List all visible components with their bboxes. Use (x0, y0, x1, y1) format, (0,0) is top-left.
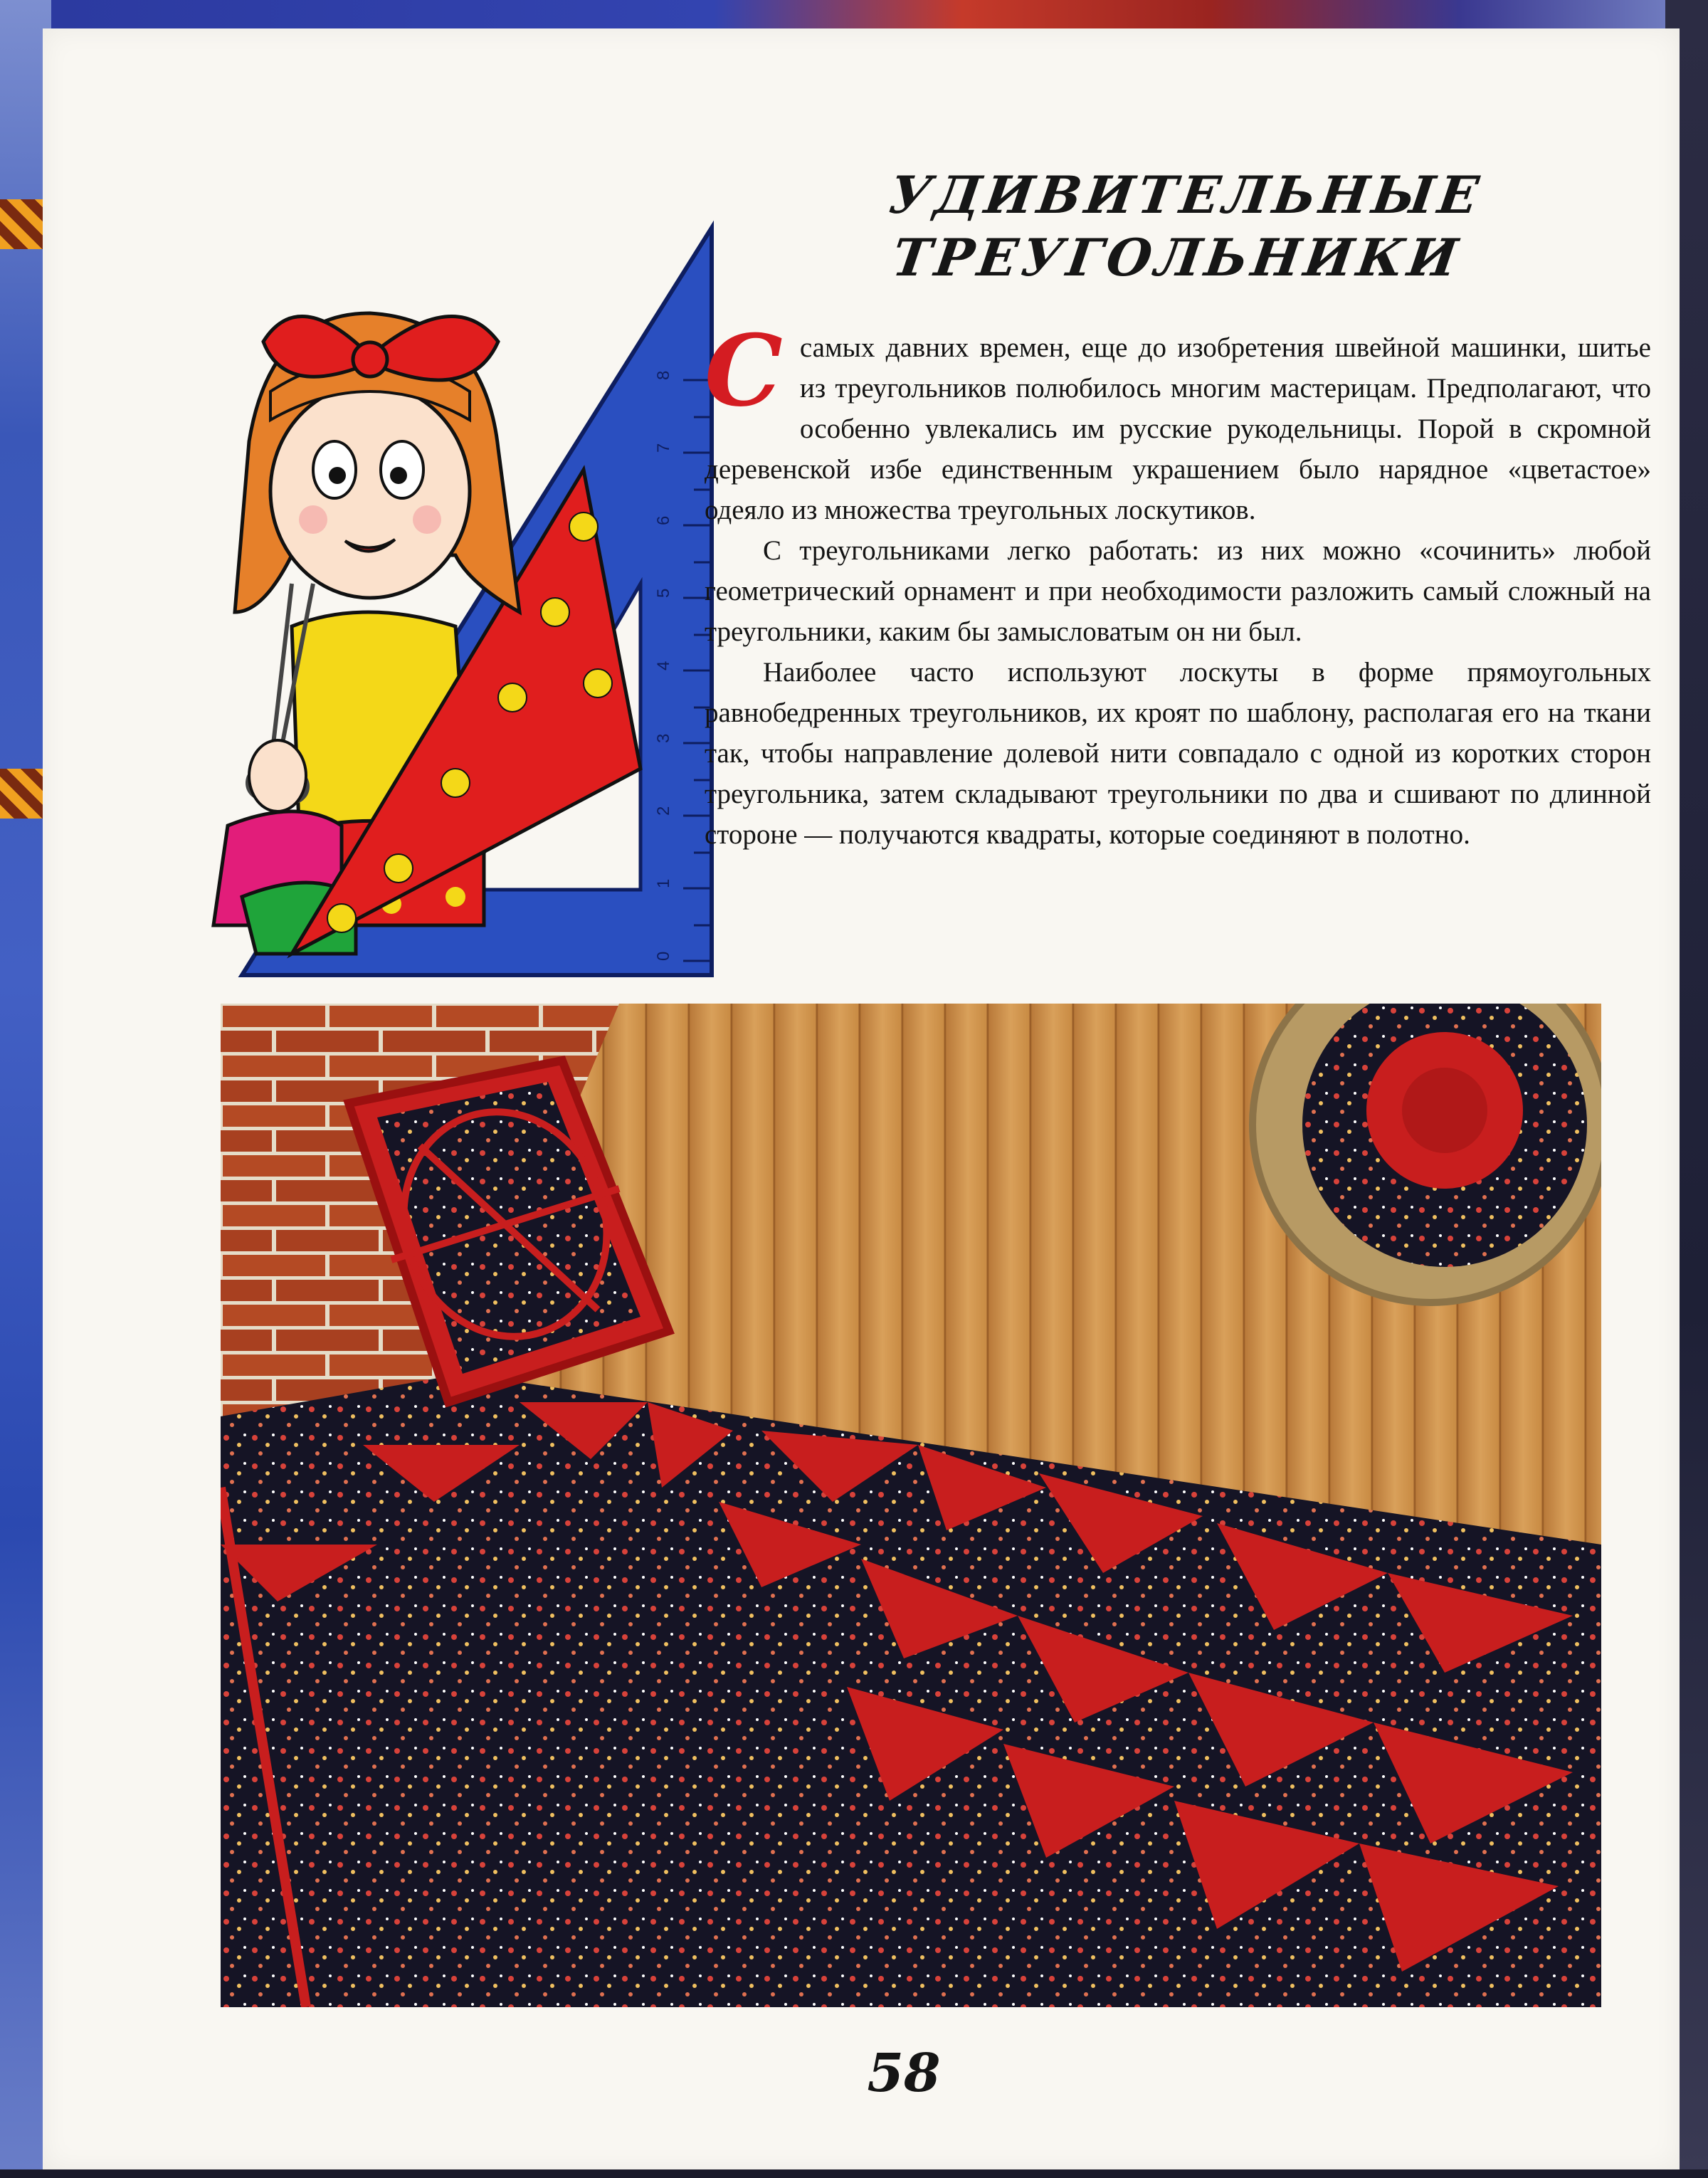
page-title (853, 164, 1511, 289)
title-line-1: УДИВИТЕЛЬНЫЕ (885, 164, 1487, 225)
ruler-mark: 1 (654, 878, 673, 888)
paragraph-3: Наиболее часто используют лоскуты в форме прямоугольных равнобедренных треугольников, их кроят по шаблону, располагая его на ткани так, чтобы направление долевой нити совпадало с одной из коротких сторон треугольника, затем складывают треугольники по два и сшивают по длинной стороне — получаются квадраты, которые соединяют в полотно. (705, 657, 1651, 850)
book-edge-bottom (0, 2169, 1708, 2178)
ruler-mark: 2 (654, 806, 673, 816)
girl-with-set-square-illustration (185, 185, 726, 996)
ruler-mark: 5 (654, 588, 673, 598)
ruler-mark: 4 (654, 661, 673, 670)
book-page (43, 28, 1680, 2171)
ruler-mark: 6 (654, 515, 673, 525)
page-number: 58 (867, 2043, 941, 2104)
paragraph-2: С треугольниками легко работать: из них можно «сочинить» любой геометрический орнамент и при необходимости разложить самый сложный на треугольники, каким бы замысловатым он ни был. (705, 535, 1651, 647)
ruler-mark: 0 (654, 951, 673, 961)
article-text (705, 312, 1651, 855)
quilted-bed-photo (221, 1004, 1601, 2007)
paragraph-1 (705, 312, 1651, 530)
drop-cap: С (705, 312, 783, 428)
ruler-mark: 3 (654, 733, 673, 743)
ruler-mark: 8 (654, 370, 673, 380)
paragraph-1-text: самых давних времен, еще до изобретения швейной машинки, шитье из треугольников полюбилось многим мастерицам. Предполагают, что особенно увлекались им русские рукодельницы. Порой в скромной деревенской избе единственным украшением было нарядное «цветастое» одеяло из множества треугольных лоскутиков. (705, 332, 1651, 525)
title-line-2: ТРЕУГОЛЬНИКИ (888, 227, 1465, 288)
ruler-mark: 7 (654, 443, 673, 453)
